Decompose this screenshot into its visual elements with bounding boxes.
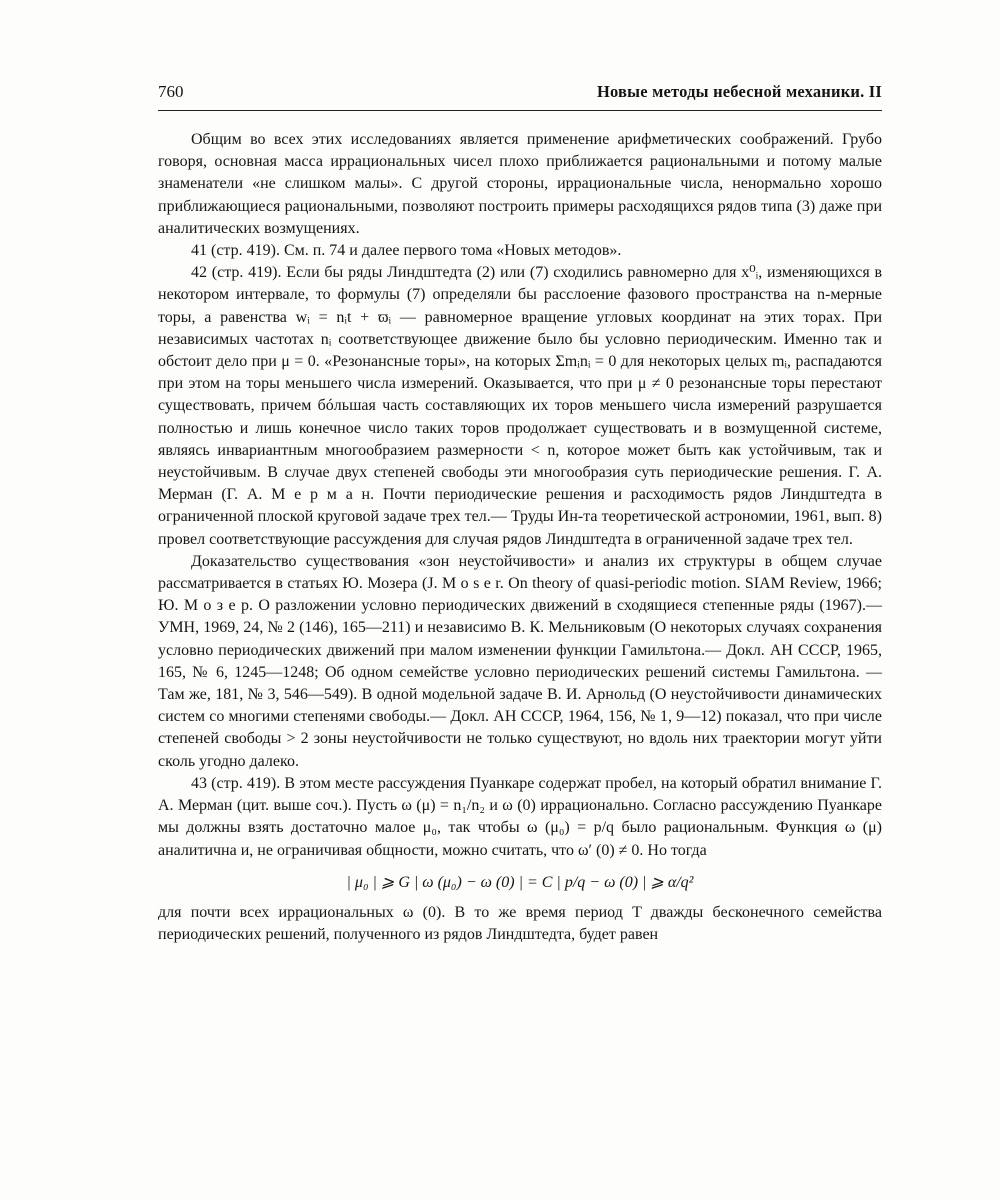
body-text: [158, 129, 882, 946]
note-43: 43 (стр. 419). В этом месте рассуждения Пуанкаре содержат пробел, на который обратил внимание Г. А. Мерман (цит. выше соч.). Пусть ω (μ) = n₁/n₂ и ω (0) иррационально. Согласно рассуждению Пуанкаре мы должны взять достаточно малое μ₀, так чтобы ω (μ₀) = p/q было рациональным. Функция ω (μ) аналитична и, не ограничивая общности, можно считать, что ω′ (0) ≠ 0. Но тогда: [158, 774, 882, 859]
paragraph-instability-zones: Доказательство существования «зон неустойчивости» и анализ их структуры в общем случае рассматривается в статьях Ю. Мозера (J. M o s e r. On theory of quasi-periodic motion. SIAM Review, 1966; Ю. М о з е р. О разложении условно периодических движений в сходящиеся степенные ряды (1967).— УМН, 1969, 24, № 2 (146), 165—211) и независимо В. К. Мельниковым (О некоторых случаях сохранения условно периодических движений при малом изменении функции Гамильтона.— Докл. АН СССР, 1965, 165, № 6, 1245—1248; Об одном семействе условно периодических решений системы Гамильтона. — Там же, 181, № 3, 546—549). В одной модельной задаче В. И. Арнольд (О неустойчивости динамических систем со многими степенями свободы.— Докл. АН СССР, 1964, 156, № 1, 9—12) показал, что при числе степеней свободы > 2 зоны неустойчивости не только существуют, но вдоль них траектории могут уйти сколь угодно далеко.: [158, 552, 882, 770]
header-rule: [158, 110, 882, 111]
page-header: [158, 82, 882, 108]
note-42: 42 (стр. 419). Если бы ряды Линдштедта (2) или (7) сходились равномерно для x⁰ᵢ, изменяющихся в некотором интервале, то формулы (7) определяли бы расслоение фазового пространства на n-мерные торы, а равенства wᵢ = nᵢt + ϖᵢ — равномерное вращение угловых координат на этих торах. При независимых частотах nᵢ соответствующее движение было бы условно периодическим. Именно так и обстоит дело при μ = 0. «Резонансные торы», на которых Σmᵢnᵢ = 0 для некоторых целых mᵢ, распадаются при этом на торы меньшего числа измерений. Оказывается, что при μ ≠ 0 резонансные торы перестают существовать, причем бóльшая часть составляющих их торов меньшего числа измерений разрушается полностью и лишь конечное число таких торов продолжает существовать и в возмущенной системе, являясь инвариантным многообразием размерности < n, которое может быть как устойчивым, так и неустойчивым. В случае двух степеней свободы эти многообразия суть периодические решения. Г. А. Мерман (Г. А. М е р м а н. Почти периодические решения и расходимость рядов Линдштедта в ограниченной плоской круговой задаче трех тел.— Труды Ин-та теоретической астрономии, 1961, вып. 8) провел соответствующие рассуждения для случая рядов Линдштедта в ограниченной задаче трех тел.: [158, 264, 882, 548]
formula: | μ₀ | ⩾ G | ω (μ₀) − ω (0) | = C | p/q − ω (0) | ⩾ α/q²: [346, 873, 694, 891]
paragraph-arithmetic: Общим во всех этих исследованиях является применение арифметических соображений. Грубо говоря, основная масса иррациональных чисел плохо приближается рациональными и потому малые знаменатели «не слишком малы». С другой стороны, иррациональные числа, ненормально хорошо приближающиеся рациональными, позволяют построить примеры расходящихся рядов типа (3) даже при аналитических возмущениях.: [158, 131, 882, 237]
note-41: 41 (стр. 419). См. п. 74 и далее первого тома «Новых методов».: [191, 242, 622, 260]
closing-paragraph: для почти всех иррациональных ω (0). В то же время период T дважды бесконечного семейства периодических решений, полученного из рядов Линдштедта, будет равен: [158, 903, 882, 943]
page-number: 760: [158, 82, 184, 101]
running-title: Новые методы небесной механики. II: [596, 82, 882, 101]
